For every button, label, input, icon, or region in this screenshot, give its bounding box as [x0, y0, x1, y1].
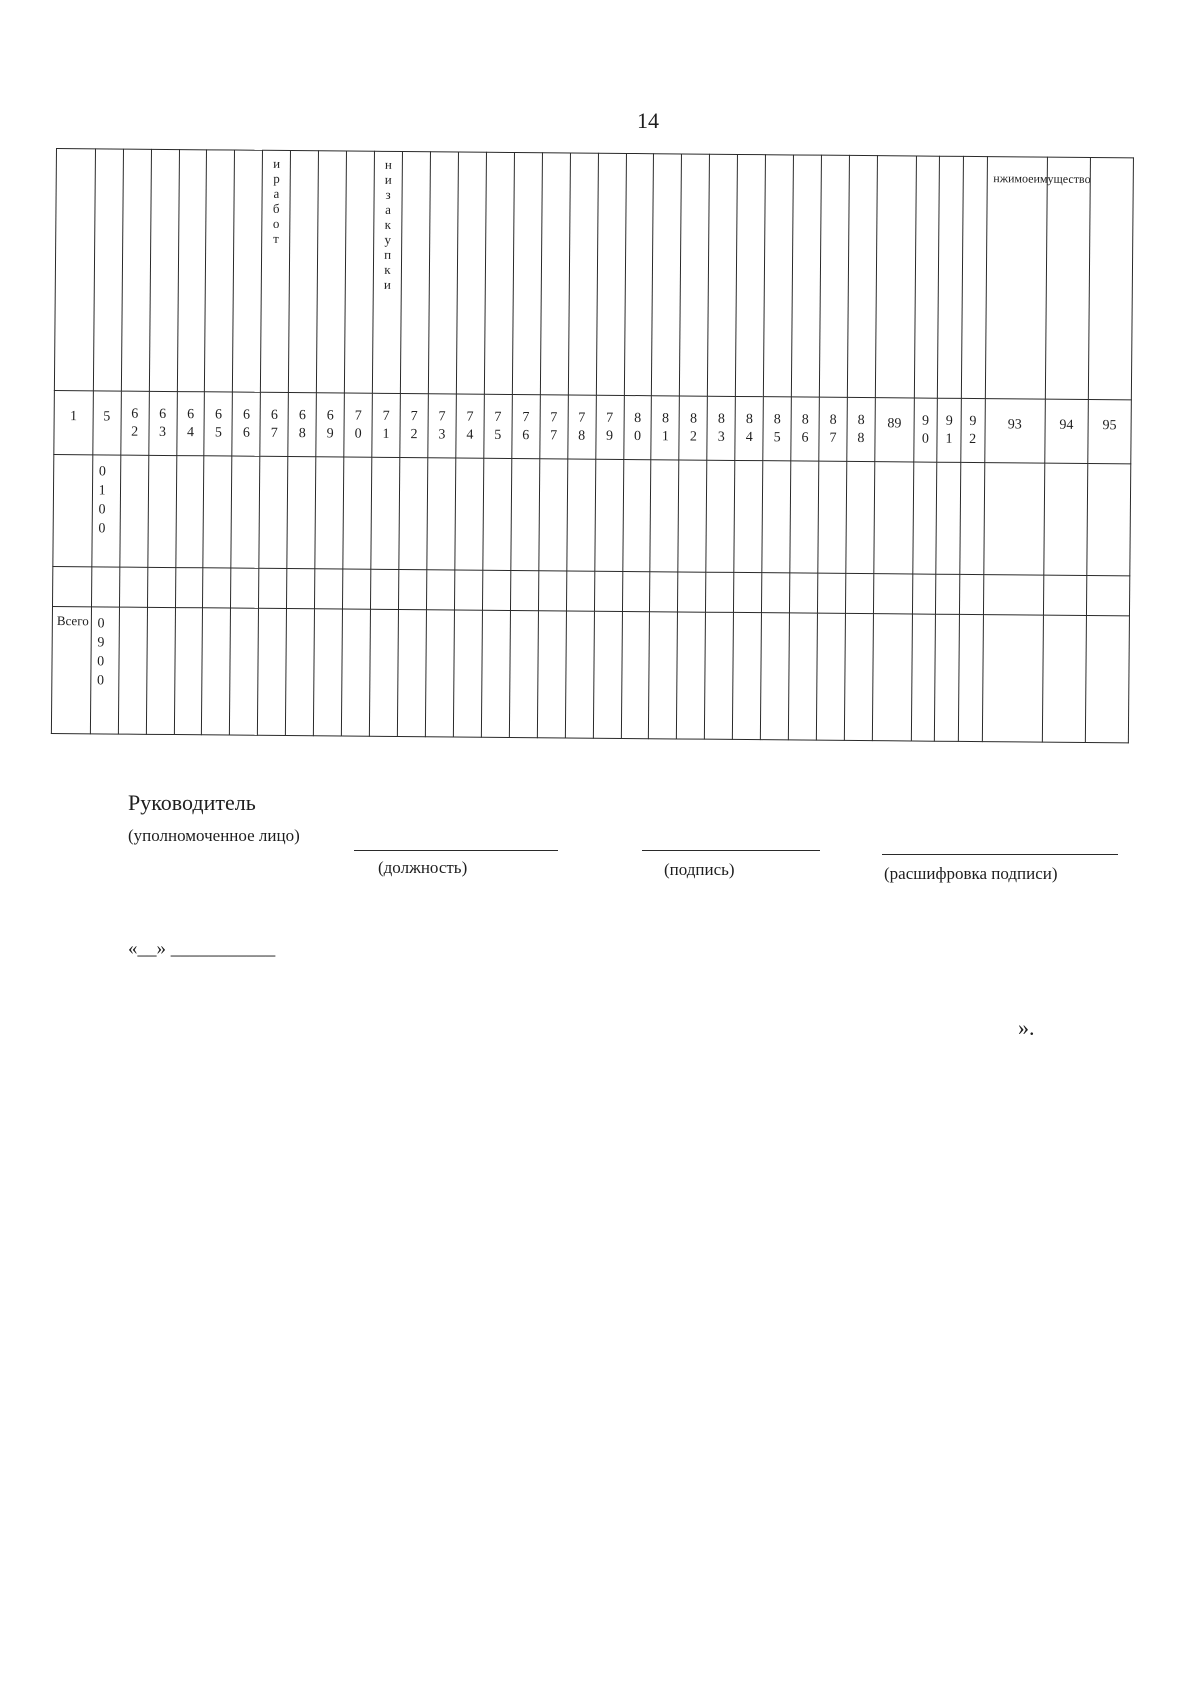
header-cell-5 [93, 149, 123, 391]
table-cell [371, 457, 400, 569]
table-cell [51, 606, 91, 733]
table-cell [936, 462, 961, 574]
table-cell [315, 569, 343, 609]
table-cell [935, 614, 960, 741]
table-cell [706, 460, 735, 572]
signature-title: Руководитель [128, 790, 256, 815]
table-cell [566, 459, 595, 571]
page-number: 14 [637, 108, 659, 133]
table-cell [594, 571, 622, 611]
table-cell [483, 458, 512, 570]
header-cell-70 [344, 151, 374, 393]
position-line [354, 850, 558, 851]
header-cell-65 [205, 150, 235, 392]
signature-authorized-label: (уполномоченное лицо) [128, 826, 300, 845]
column-number-cell [148, 391, 176, 455]
table-cell [146, 607, 175, 734]
column-number-cell [1088, 400, 1132, 464]
column-number-cell [204, 392, 232, 456]
column-number: 73 [438, 409, 446, 442]
header-cell-77 [540, 153, 570, 395]
table-cell [427, 458, 456, 570]
table-cell [258, 608, 287, 735]
table-cell [482, 570, 510, 610]
table-cell [286, 609, 315, 736]
table-cell [982, 615, 1043, 743]
closing-quote: ». [1018, 1015, 1035, 1040]
table-cell [677, 612, 706, 739]
table-row [53, 454, 1131, 575]
column-number: 5 [103, 409, 111, 425]
header-cell-89 [875, 156, 916, 398]
row-code: 0100 [98, 464, 106, 537]
header-cell-72 [400, 152, 430, 394]
table-cell [621, 611, 650, 738]
column-number: 72 [410, 409, 418, 442]
header-cell-85 [764, 155, 794, 397]
table-cell [818, 461, 847, 573]
table-cell [762, 461, 791, 573]
column-number: 95 [1102, 418, 1117, 434]
table-cell [203, 456, 232, 568]
table-cell [119, 455, 148, 567]
position-caption: (должность) [378, 858, 468, 877]
column-number: 64 [186, 407, 195, 440]
header-cell-90 [914, 156, 940, 398]
column-number-cell [288, 393, 316, 457]
column-number-cell [679, 396, 707, 460]
table-cell [147, 567, 175, 607]
table-cell [426, 570, 454, 610]
column-number-cell [875, 398, 914, 462]
table-cell [678, 460, 707, 572]
column-number: 84 [745, 412, 753, 445]
table-cell [287, 457, 316, 569]
table-cell [818, 573, 846, 613]
row-label [54, 455, 80, 461]
table-cell [1042, 615, 1086, 742]
table-cell [705, 612, 734, 739]
table-cell [960, 462, 985, 574]
table-cell [118, 607, 147, 734]
table-cell [398, 570, 426, 610]
table-cell [790, 573, 818, 613]
table-cell [958, 614, 983, 741]
table-cell [343, 457, 372, 569]
column-number: 78 [578, 410, 586, 444]
column-number-cell [93, 391, 121, 455]
table-cell [510, 570, 538, 610]
table-cell [936, 574, 960, 614]
table-cell [593, 611, 622, 738]
column-number-cell [260, 392, 288, 456]
column-number: 66 [242, 407, 251, 441]
decoding-line [882, 854, 1118, 855]
header-cell-80 [624, 153, 654, 395]
column-number-cell [623, 395, 651, 459]
column-number-cell [735, 396, 763, 460]
column-number: 85 [773, 412, 781, 445]
table-cell [1085, 616, 1129, 743]
column-number: 74 [466, 409, 474, 443]
table-cell [1087, 464, 1131, 576]
column-number: 71 [382, 408, 390, 442]
table-cell [761, 613, 790, 740]
table-cell [538, 571, 566, 611]
table-cell [481, 610, 510, 737]
table-cell [537, 611, 566, 738]
table-cell [315, 457, 344, 569]
column-number-cell [539, 395, 567, 459]
table-cell [203, 568, 231, 608]
column-number-cell [847, 397, 875, 461]
header-cell-82 [680, 154, 710, 396]
table-cell [912, 462, 937, 574]
header-cell-84 [736, 154, 766, 396]
table-cell [453, 610, 482, 737]
column-number: 79 [605, 410, 614, 444]
column-number-cell [1045, 399, 1089, 463]
table-cell [53, 454, 93, 566]
row-label [53, 567, 79, 573]
table-cell [912, 574, 936, 614]
column-number: 1 [69, 409, 78, 425]
column-number: 70 [354, 408, 362, 442]
table-cell [509, 610, 538, 737]
table-cell [202, 608, 231, 735]
header-cell-68 [289, 151, 319, 393]
column-number-cell [707, 396, 735, 460]
table-cell [844, 613, 873, 740]
table-cell [706, 572, 734, 612]
table-cell [622, 459, 651, 571]
table-cell [259, 456, 288, 568]
table-cell [91, 567, 119, 607]
header-cell-67 [261, 150, 291, 392]
column-number-cell [176, 392, 204, 456]
header-cell-1 [54, 149, 95, 391]
table-cell [678, 572, 706, 612]
table-cell [342, 609, 371, 736]
column-number: 68 [298, 408, 306, 441]
table-cell [174, 608, 203, 735]
table-cell [343, 569, 371, 609]
form-table [51, 148, 1134, 743]
table-cell [594, 459, 623, 571]
header-cell-73 [428, 152, 458, 394]
column-number: 91 [945, 413, 953, 447]
table-cell [175, 568, 203, 608]
column-number: 90 [921, 413, 930, 447]
table-cell [734, 572, 762, 612]
header-text: иработ [272, 155, 281, 246]
header-cell-74 [456, 152, 486, 394]
header-text: низакупки [383, 156, 392, 292]
table-cell [816, 613, 845, 740]
table-cell [287, 569, 315, 609]
header-cell-81 [652, 154, 682, 396]
header-cell-78 [568, 153, 598, 395]
column-number: 62 [131, 406, 139, 440]
table-cell [175, 456, 204, 568]
table-cell [147, 455, 176, 567]
column-number-cell [316, 393, 344, 457]
table-cell [397, 610, 426, 737]
header-cell-64 [177, 150, 207, 392]
table-cell [874, 462, 914, 574]
column-number: 65 [214, 407, 223, 440]
table-cell [565, 611, 594, 738]
header-cell-88 [847, 155, 877, 397]
header-cell-62 [121, 149, 151, 391]
table-cell [1086, 576, 1130, 616]
column-number-cell [819, 397, 847, 461]
column-number: 88 [857, 413, 865, 446]
column-number: 87 [829, 412, 837, 446]
column-number-cell [791, 397, 819, 461]
header-cell-83 [708, 154, 738, 396]
table-cell [1044, 463, 1088, 575]
table-cell [371, 569, 399, 609]
header-cell-93 [985, 157, 1091, 400]
column-number: 76 [522, 410, 530, 443]
header-cell-91 [938, 156, 964, 398]
column-number: 80 [633, 411, 642, 444]
column-number-cell [484, 394, 512, 458]
column-number: 69 [326, 408, 334, 441]
table-cell [790, 461, 819, 573]
table-cell [511, 458, 540, 570]
table-cell [230, 608, 259, 735]
column-number-cell [763, 397, 791, 461]
header-cell-92 [961, 156, 987, 398]
table-cell [231, 456, 260, 568]
column-number-cell [428, 394, 456, 458]
table-cell [734, 460, 763, 572]
column-number: 75 [494, 409, 502, 443]
table-cell [454, 570, 482, 610]
table-cell [983, 463, 1044, 576]
signature-block [128, 790, 1148, 980]
column-number: 92 [969, 413, 977, 447]
column-number: 82 [689, 411, 698, 445]
column-number: 86 [801, 412, 809, 446]
signature-line [642, 850, 820, 851]
table-cell [1043, 575, 1086, 615]
column-number-cell [456, 394, 484, 458]
column-number-cell [567, 395, 595, 459]
header-cell-87 [819, 155, 849, 397]
header-cell-63 [149, 149, 179, 391]
table-cell [314, 609, 343, 736]
table-cell [369, 609, 398, 736]
date-field: «__» ___________ [128, 938, 276, 959]
column-number-cell [961, 398, 985, 462]
header-cell-75 [484, 152, 514, 394]
column-number-cell [120, 391, 148, 455]
column-number-cell [913, 398, 937, 462]
table-cell [846, 461, 875, 573]
header-cell-79 [596, 153, 626, 395]
row-code: 0900 [96, 616, 105, 689]
table-cell [622, 571, 650, 611]
table-cell [259, 568, 287, 608]
header-cell-69 [317, 151, 347, 393]
column-number-cell [372, 393, 400, 457]
table-cell [539, 459, 568, 571]
table-cell [872, 614, 912, 741]
table-cell [231, 568, 259, 608]
table-cell [649, 612, 678, 739]
column-number-cell [984, 399, 1045, 464]
table-cell [788, 613, 817, 740]
column-number: 63 [158, 406, 167, 440]
column-number-cell [344, 393, 372, 457]
header-row [54, 149, 1133, 400]
column-number-cell [400, 394, 428, 458]
header-cell-94 [1045, 157, 1090, 399]
table-cell [650, 460, 679, 572]
header-cell-66 [233, 150, 263, 392]
table-cell [92, 455, 121, 567]
row-label: Всего [56, 613, 89, 629]
header-cell-71 [372, 151, 402, 393]
table-cell [845, 573, 873, 613]
column-number-row [54, 390, 1132, 463]
column-number-cell [54, 390, 93, 454]
table-cell [959, 574, 983, 614]
column-number: 67 [270, 407, 279, 441]
table-cell [733, 612, 762, 739]
column-number: 77 [550, 410, 558, 443]
table-cell [911, 614, 936, 741]
column-number-cell [937, 398, 961, 462]
decoding-caption: (расшифровка подписи) [884, 864, 1058, 883]
table-cell [90, 607, 119, 734]
column-number: 83 [717, 411, 726, 445]
signature-caption: (подпись) [664, 860, 735, 879]
table-cell [425, 610, 454, 737]
table-cell [399, 458, 428, 570]
table-cell [983, 575, 1044, 616]
column-number: 89 [887, 416, 902, 432]
column-number-cell [595, 395, 623, 459]
table-cell [873, 574, 912, 614]
column-number: 81 [661, 411, 670, 444]
header-cell-76 [512, 152, 542, 394]
table-cell [650, 572, 678, 612]
table-cell [52, 566, 91, 606]
column-number-cell [232, 392, 260, 456]
table-cell [566, 571, 594, 611]
header-text: нжимоеимуществo [993, 171, 1091, 187]
header-cell-86 [791, 155, 821, 397]
table-cell [762, 573, 790, 613]
column-number: 94 [1059, 417, 1074, 433]
column-number-cell [512, 394, 540, 458]
header-cell-95 [1088, 158, 1133, 400]
table-cell [455, 458, 484, 570]
column-number: 93 [1007, 417, 1022, 433]
table-cell [119, 567, 147, 607]
table-row [51, 606, 1129, 742]
column-number-cell [651, 396, 679, 460]
